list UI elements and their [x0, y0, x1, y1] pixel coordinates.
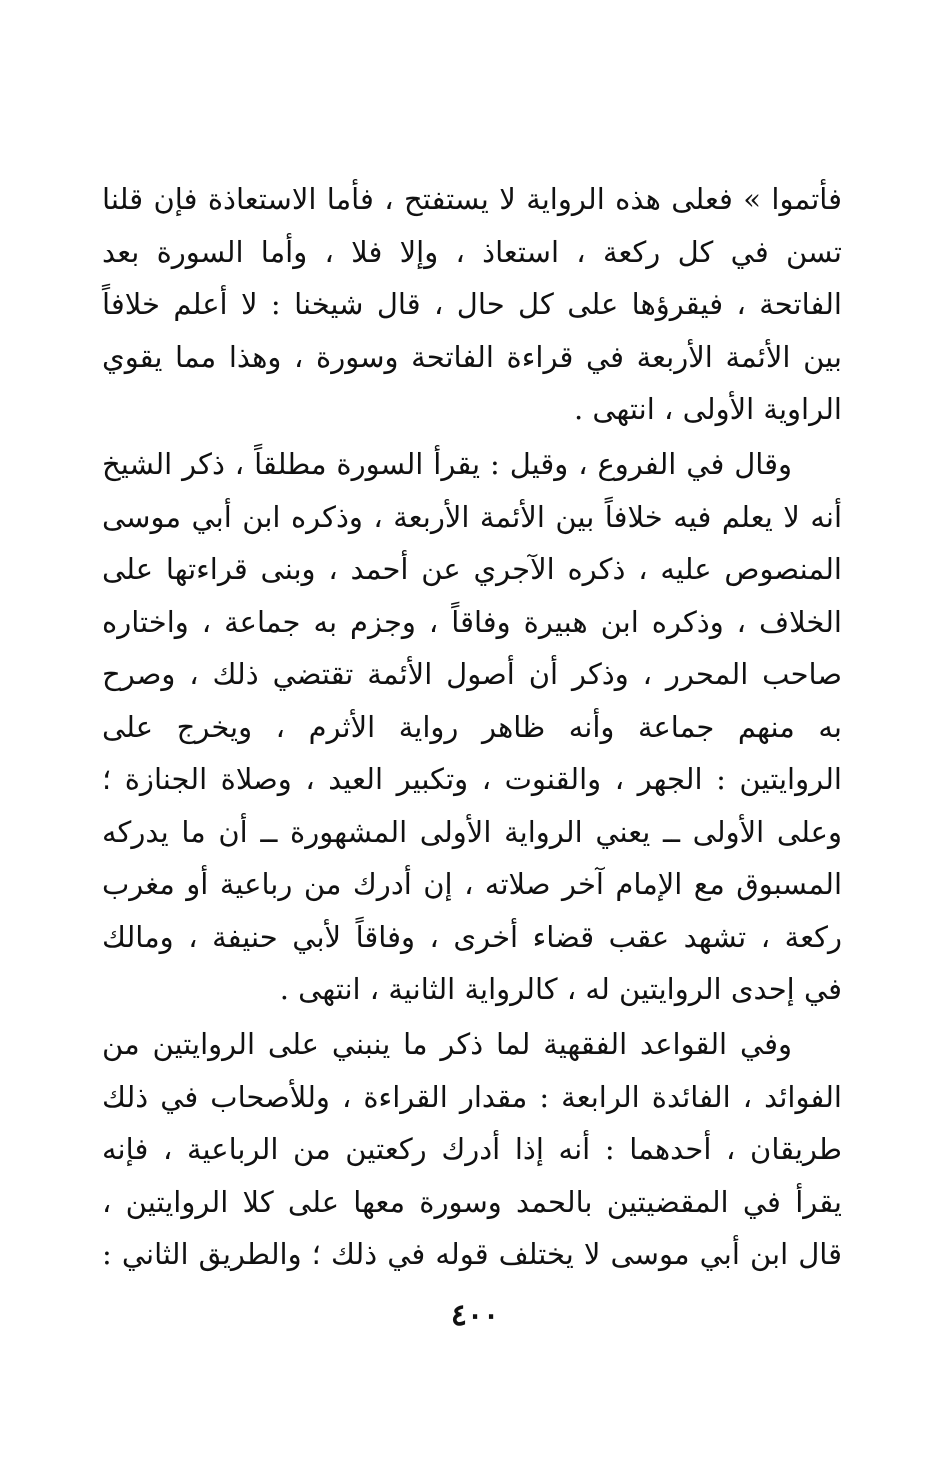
page-number: ٤٠٠ — [450, 1298, 500, 1333]
text-line: المنصوص عليه ، ذكره الآجري عن أحمد ، وبنى قراءتها على — [102, 552, 842, 586]
paragraph-3 — [102, 1018, 842, 1281]
text-line: وقال في الفروع ، وقيل : يقرأ السورة مطلقاً ، ذكر الشيخ — [102, 447, 792, 481]
text-line: يقرأ في المقضيتين بالحمد وسورة معها على كلا الروايتين ، — [102, 1184, 842, 1219]
text-line: صاحب المحرر ، وذكر أن أصول الأئمة تقتضي ذلك ، وصرح — [102, 657, 842, 691]
text-line: المسبوق مع الإمام آخر صلاته ، إن أدرك من رباعية أو مغرب — [102, 867, 842, 901]
text-line: في إحدى الروايتين له ، كالرواية الثانية ، انتهى . — [279, 972, 842, 1006]
text-line: وعلى الأولى ــ يعني الرواية الأولى المشهورة ــ أن ما يدركه — [102, 814, 842, 849]
text-line: وفي القواعد الفقهية لما ذكر ما ينبني على الروايتين من — [102, 1027, 792, 1061]
text-line: قال ابن أبي موسى لا يختلف قوله في ذلك ؛ والطريق الثاني : — [102, 1237, 842, 1271]
text-line: تسن في كل ركعة ، استعاذ ، وإلا فلا ، وأما السورة بعد — [102, 234, 842, 269]
paragraph-2 — [102, 438, 842, 1016]
text-line: الراوية الأولى ، انتهى . — [573, 392, 842, 426]
text-line: به منهم جماعة وأنه ظاهر رواية الأثرم ، ويخرج على — [102, 709, 842, 744]
paragraph-1 — [102, 173, 842, 436]
text-line: بين الأئمة الأربعة في قراءة الفاتحة وسورة ، وهذا مما يقوي — [102, 339, 842, 374]
text-line: الروايتين : الجهر ، والقنوت ، وتكبير العيد ، وصلاة الجنازة ؛ — [102, 762, 842, 796]
text-line: طريقان ، أحدهما : أنه إذا أدرك ركعتين من الرباعية ، فإنه — [102, 1132, 842, 1166]
text-line: الخلاف ، وذكره ابن هبيرة وفاقاً ، وجزم به جماعة ، واختاره — [102, 604, 842, 639]
text-line: الفاتحة ، فيقرؤها على كل حال ، قال شيخنا : لا أعلم خلافاً — [102, 287, 842, 321]
text-line: الفوائد ، الفائدة الرابعة : مقدار القراءة ، وللأصحاب في ذلك — [102, 1079, 842, 1114]
text-line: أنه لا يعلم فيه خلافاً بين الأئمة الأربعة ، وذكره ابن أبي موسى — [102, 499, 842, 534]
text-line: فأتموا » فعلى هذه الرواية لا يستفتح ، فأما الاستعاذة فإن قلنا — [102, 182, 842, 216]
text-line: ركعة ، تشهد عقب قضاء أخرى ، وفاقاً لأبي حنيفة ، ومالك — [102, 919, 842, 954]
